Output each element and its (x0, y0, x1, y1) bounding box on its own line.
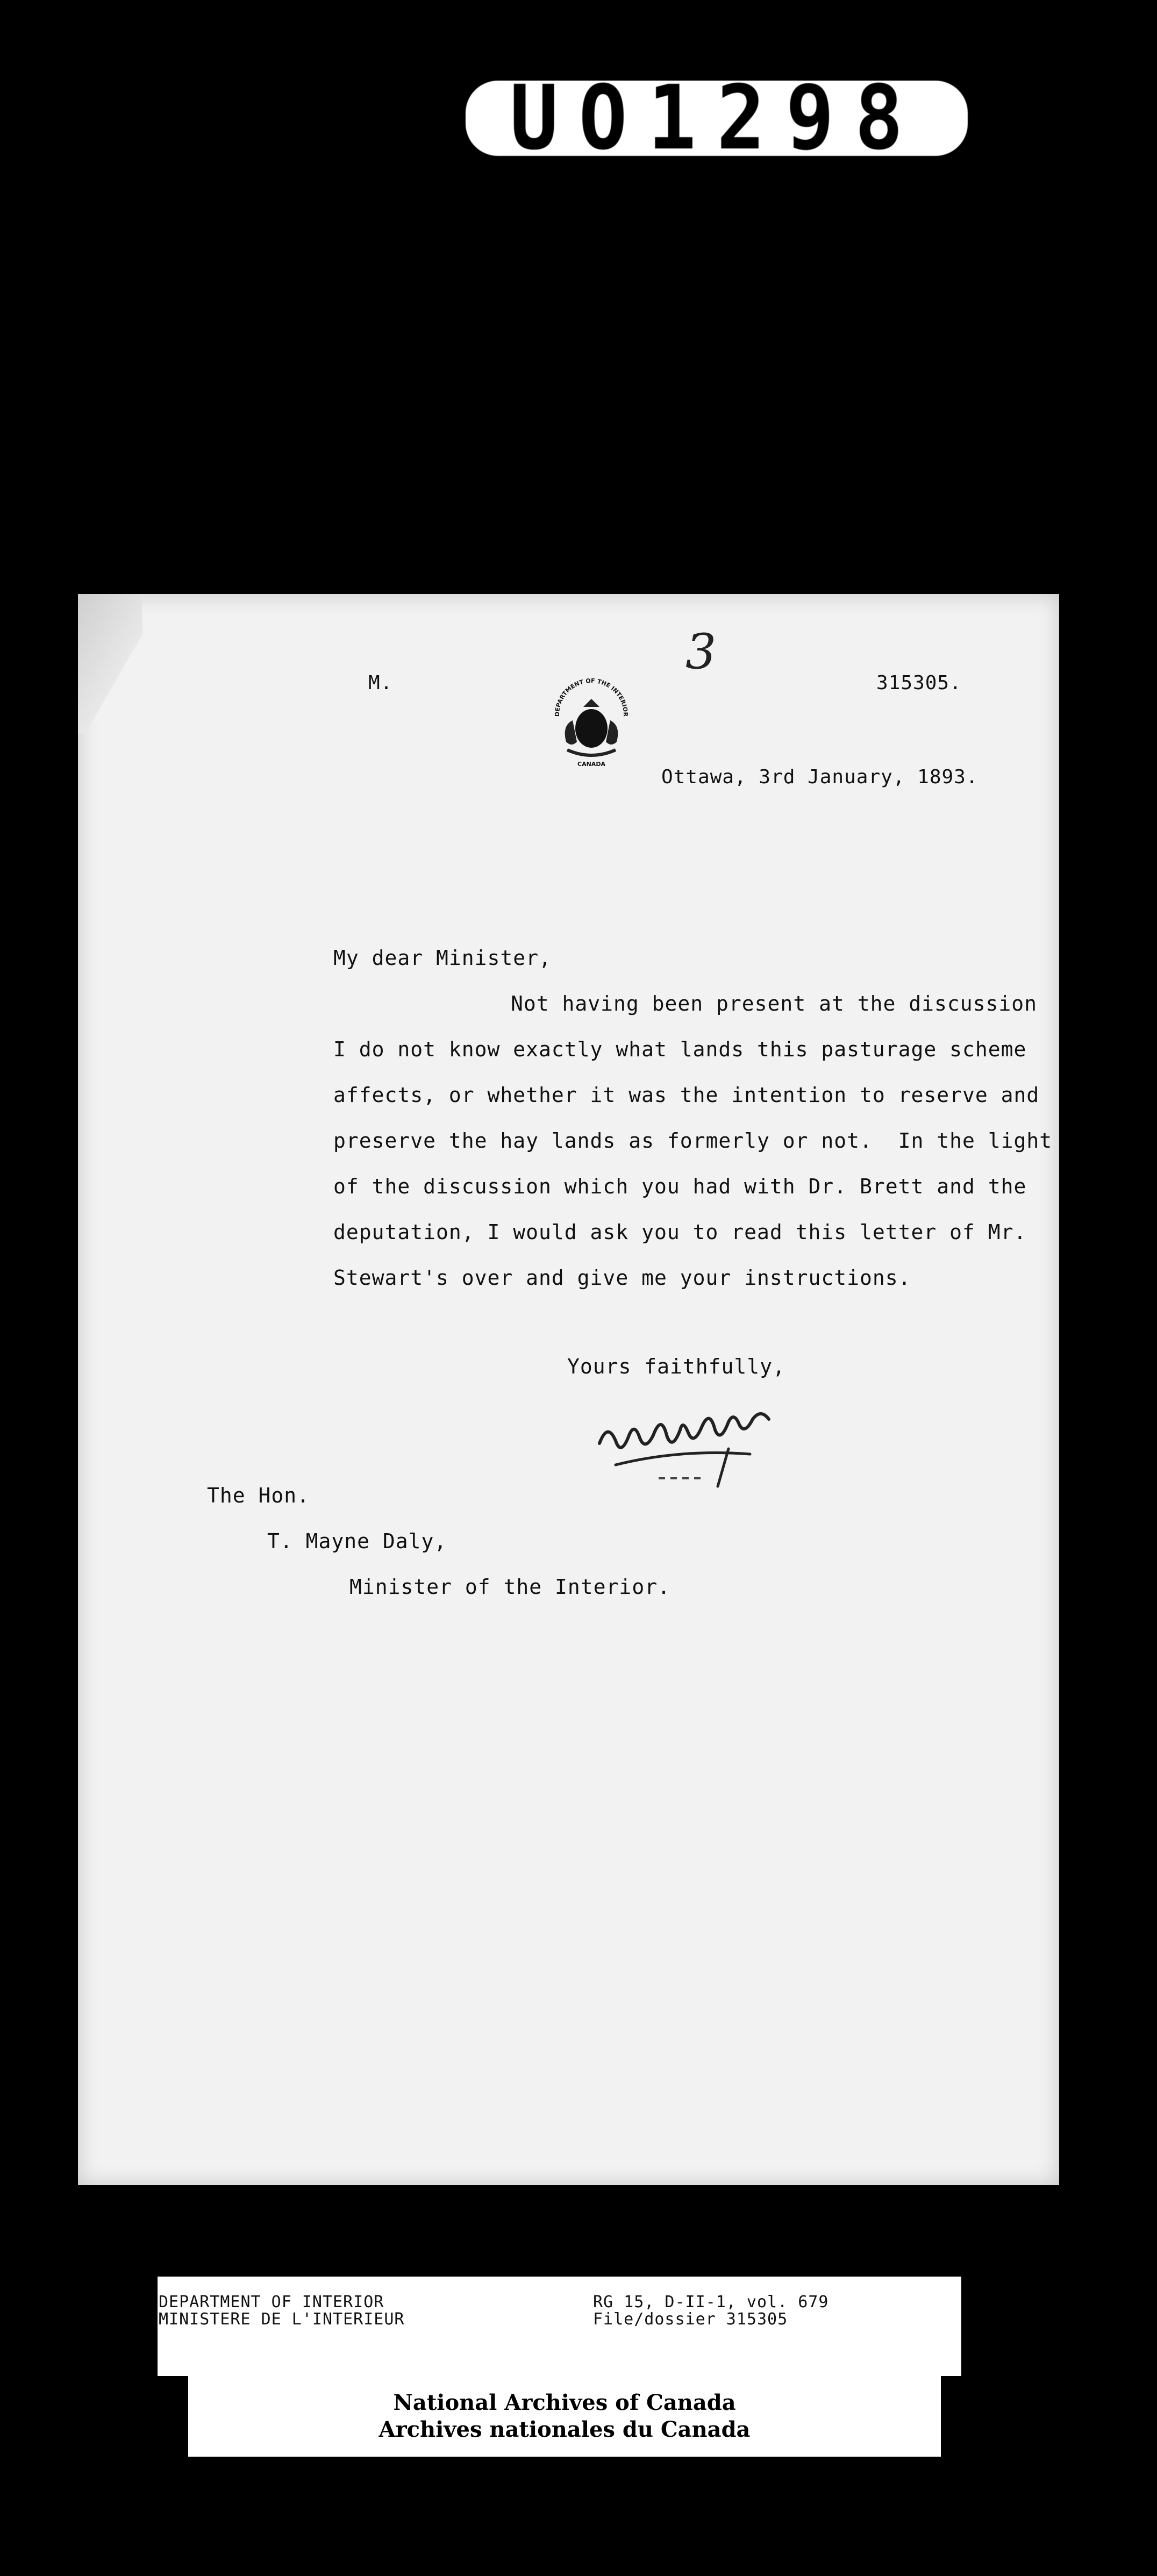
dept-fr: MINISTERE DE L'INTERIEUR (159, 2310, 405, 2329)
body-line-4: preserve the hay lands as formerly or not. In the light (333, 1129, 1053, 1153)
place-date: Ottawa, 3rd January, 1893. (661, 766, 979, 788)
body-line-6: deputation, I would ask you to read this letter of Mr. (333, 1220, 1027, 1244)
body-line-7: Stewart's over and give me your instructions. (333, 1266, 911, 1290)
addressee-position: Minister of the Interior. (349, 1575, 670, 1599)
crest-text-top: DEPARTMENT OF THE INTERIOR (553, 677, 630, 717)
archives-name-en: National Archives of Canada (393, 2390, 736, 2415)
archive-label (158, 2277, 961, 2376)
closing: Yours faithfully, (567, 1355, 785, 1378)
margin-mark: M. (368, 672, 393, 694)
archives-name-fr: Archives nationales du Canada (378, 2417, 751, 2442)
body-line-1: Not having been present at the discussion (511, 992, 1037, 1015)
archives-caption (188, 2376, 941, 2457)
department-crest-seal (546, 677, 637, 769)
salutation: My dear Minister, (333, 946, 552, 970)
body-line-2: I do not know exactly what lands this pasturage scheme (333, 1037, 1027, 1061)
file-number: 315305. (876, 672, 962, 694)
addressee-title: The Hon. (207, 1484, 310, 1507)
letter-page (78, 594, 1059, 2185)
dept-en: DEPARTMENT OF INTERIOR (159, 2293, 384, 2312)
body-line-5: of the discussion which you had with Dr. Brett and the (333, 1175, 1027, 1198)
archive-ref-line-1: RG 15, D-II-1, vol. 679 (593, 2293, 829, 2312)
addressee-name: T. Mayne Daly, (267, 1529, 447, 1553)
archive-ref-line-2: File/dossier 315305 (593, 2310, 788, 2329)
crest-text-bottom: CANADA (577, 761, 605, 768)
handwritten-number: 3 (685, 624, 717, 680)
body-line-3: affects, or whether it was the intention to reserve and (333, 1083, 1040, 1107)
frame-number: UO1298 (466, 81, 968, 156)
handwritten-signature (594, 1400, 831, 1492)
